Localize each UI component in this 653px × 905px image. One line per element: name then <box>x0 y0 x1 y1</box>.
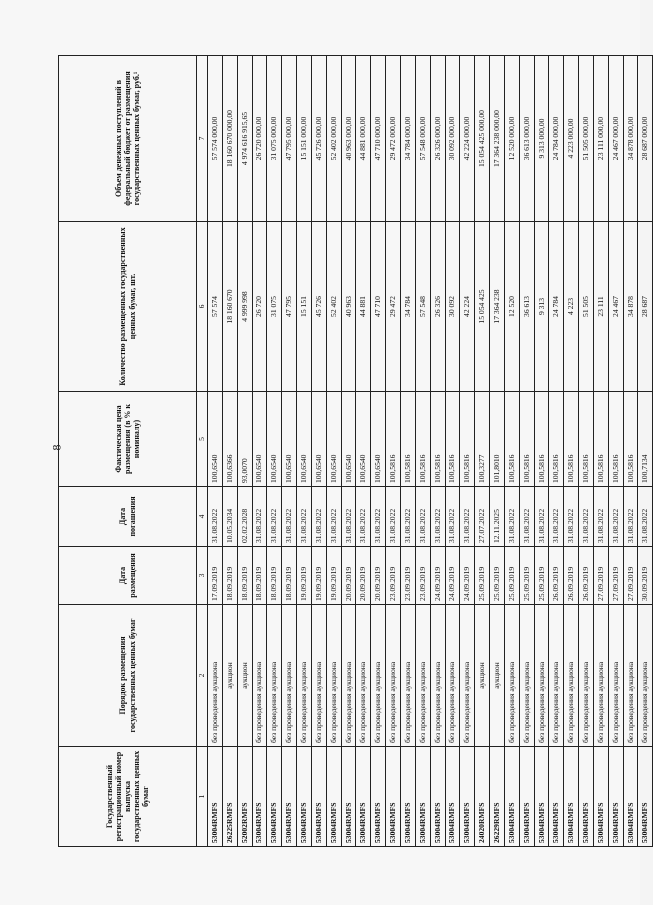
registration-number-cell: 26229RMFS <box>490 747 505 847</box>
placement-price-cell: 100,5816 <box>445 392 460 487</box>
registration-number-cell: 53004RMFS <box>267 747 282 847</box>
placement-method-cell: без проведения аукциона <box>534 605 549 747</box>
registration-number-cell: 53004RMFS <box>252 747 267 847</box>
header-cell: Дата погашения <box>59 487 197 547</box>
table-row <box>430 56 445 847</box>
table-row <box>490 56 505 847</box>
maturity-date-cell: 31.08.2022 <box>460 487 475 547</box>
placement-price-cell: 100,6540 <box>282 392 297 487</box>
column-number: 1 <box>197 747 208 847</box>
proceeds-cell: 4 223 000,00 <box>564 56 579 222</box>
quantity-cell: 47 795 <box>282 222 297 392</box>
placement-price-cell: 100,5816 <box>534 392 549 487</box>
placement-price-cell: 100,3277 <box>475 392 490 487</box>
maturity-date-cell: 31.08.2022 <box>311 487 326 547</box>
registration-number-cell: 53004RMFS <box>519 747 534 847</box>
quantity-cell: 42 224 <box>460 222 475 392</box>
maturity-date-cell: 31.08.2022 <box>534 487 549 547</box>
placement-price-cell: 100,5816 <box>579 392 594 487</box>
placement-method-cell: без проведения аукциона <box>208 605 223 747</box>
placement-date-cell: 26.09.2019 <box>549 547 564 605</box>
quantity-cell: 17 364 238 <box>490 222 505 392</box>
registration-number-cell: 53004RMFS <box>341 747 356 847</box>
table-row <box>475 56 490 847</box>
placement-date-cell: 23.09.2019 <box>386 547 401 605</box>
placement-method-cell: без проведения аукциона <box>371 605 386 747</box>
registration-number-cell: 53004RMFS <box>460 747 475 847</box>
proceeds-cell: 57 574 000,00 <box>208 56 223 222</box>
placement-date-cell: 19.09.2019 <box>311 547 326 605</box>
registration-number-cell: 52002RMFS <box>237 747 252 847</box>
quantity-cell: 15 151 <box>297 222 312 392</box>
registration-number-cell: 53004RMFS <box>297 747 312 847</box>
placement-date-cell: 24.09.2019 <box>460 547 475 605</box>
table-row <box>341 56 356 847</box>
placement-date-cell: 25.09.2019 <box>504 547 519 605</box>
header-cell: Дата размещения <box>59 547 197 605</box>
placement-price-cell: 101,8010 <box>490 392 505 487</box>
placement-method-cell: без проведения аукциона <box>430 605 445 747</box>
registration-number-cell: 53004RMFS <box>593 747 608 847</box>
maturity-date-cell: 31.08.2022 <box>579 487 594 547</box>
placement-price-cell: 100,6540 <box>326 392 341 487</box>
placement-date-cell: 26.09.2019 <box>579 547 594 605</box>
placement-method-cell: без проведения аукциона <box>282 605 297 747</box>
table-row <box>608 56 623 847</box>
placement-method-cell: без проведения аукциона <box>504 605 519 747</box>
placement-price-cell: 100,5816 <box>430 392 445 487</box>
table-row <box>504 56 519 847</box>
table-row <box>460 56 475 847</box>
placement-price-cell: 100,5816 <box>415 392 430 487</box>
placement-date-cell: 24.09.2019 <box>430 547 445 605</box>
quantity-cell: 30 092 <box>445 222 460 392</box>
placement-date-cell: 20.09.2019 <box>341 547 356 605</box>
placement-date-cell: 19.09.2019 <box>297 547 312 605</box>
proceeds-cell: 15 054 425 000,00 <box>475 56 490 222</box>
proceeds-cell: 45 726 000,00 <box>311 56 326 222</box>
placement-method-cell: без проведения аукциона <box>445 605 460 747</box>
quantity-cell: 57 548 <box>415 222 430 392</box>
maturity-date-cell: 31.08.2022 <box>267 487 282 547</box>
registration-number-cell: 53004RMFS <box>356 747 371 847</box>
header-cell: Количество размещенных государственных ценных бумаг, шт. <box>59 222 197 392</box>
proceeds-cell: 47 795 000,00 <box>282 56 297 222</box>
placement-method-cell: аукцион <box>490 605 505 747</box>
maturity-date-cell: 31.08.2022 <box>252 487 267 547</box>
placement-method-cell: без проведения аукциона <box>564 605 579 747</box>
proceeds-cell: 29 472 000,00 <box>386 56 401 222</box>
quantity-cell: 52 402 <box>326 222 341 392</box>
placement-price-cell: 100,5816 <box>564 392 579 487</box>
placement-price-cell: 100,5816 <box>400 392 415 487</box>
placement-price-cell: 100,6540 <box>341 392 356 487</box>
maturity-date-cell: 31.08.2022 <box>623 487 638 547</box>
quantity-cell: 51 505 <box>579 222 594 392</box>
placement-date-cell: 27.09.2019 <box>608 547 623 605</box>
column-number: 6 <box>197 222 208 392</box>
header-cell: Объем денежных поступлений в федеральный бюджет от размещения государственных ценных бумаг, руб.¹ <box>59 56 197 222</box>
registration-number-cell: 53004RMFS <box>579 747 594 847</box>
column-number: 3 <box>197 547 208 605</box>
table-body <box>208 56 653 847</box>
placement-price-cell: 100,6540 <box>267 392 282 487</box>
placement-method-cell: без проведения аукциона <box>519 605 534 747</box>
maturity-date-cell: 31.08.2022 <box>282 487 297 547</box>
proceeds-cell: 26 326 000,00 <box>430 56 445 222</box>
placement-method-cell: без проведения аукциона <box>623 605 638 747</box>
table-row <box>623 56 638 847</box>
quantity-cell: 18 160 670 <box>222 222 237 392</box>
placement-price-cell: 100,5816 <box>504 392 519 487</box>
placement-method-cell: без проведения аукциона <box>341 605 356 747</box>
maturity-date-cell: 31.08.2022 <box>564 487 579 547</box>
proceeds-cell: 12 520 000,00 <box>504 56 519 222</box>
placement-method-cell: без проведения аукциона <box>252 605 267 747</box>
registration-number-cell: 53004RMFS <box>504 747 519 847</box>
placement-price-cell: 100,5816 <box>623 392 638 487</box>
registration-number-cell: 53004RMFS <box>311 747 326 847</box>
maturity-date-cell: 31.08.2022 <box>356 487 371 547</box>
placement-date-cell: 20.09.2019 <box>356 547 371 605</box>
proceeds-cell: 44 881 000,00 <box>356 56 371 222</box>
placement-date-cell: 30.09.2019 <box>638 547 653 605</box>
placement-method-cell: без проведения аукциона <box>400 605 415 747</box>
registration-number-cell: 53004RMFS <box>371 747 386 847</box>
maturity-date-cell: 31.08.2022 <box>430 487 445 547</box>
placement-date-cell: 17.09.2019 <box>208 547 223 605</box>
quantity-cell: 31 075 <box>267 222 282 392</box>
table-row <box>267 56 282 847</box>
quantity-cell: 34 878 <box>623 222 638 392</box>
placement-method-cell: без проведения аукциона <box>356 605 371 747</box>
placement-method-cell: аукцион <box>222 605 237 747</box>
column-number: 5 <box>197 392 208 487</box>
quantity-cell: 24 467 <box>608 222 623 392</box>
quantity-cell: 29 472 <box>386 222 401 392</box>
table-row <box>549 56 564 847</box>
placement-method-cell: аукцион <box>475 605 490 747</box>
maturity-date-cell: 31.08.2022 <box>608 487 623 547</box>
placement-date-cell: 18.09.2019 <box>252 547 267 605</box>
registration-number-cell: 53004RMFS <box>400 747 415 847</box>
placement-method-cell: без проведения аукциона <box>311 605 326 747</box>
placement-price-cell: 100,6366 <box>222 392 237 487</box>
maturity-date-cell: 31.08.2022 <box>519 487 534 547</box>
placement-price-cell: 100,5816 <box>386 392 401 487</box>
proceeds-cell: 57 548 000,00 <box>415 56 430 222</box>
placement-method-cell: без проведения аукциона <box>638 605 653 747</box>
column-number-row <box>197 56 208 847</box>
proceeds-cell: 26 720 000,00 <box>252 56 267 222</box>
quantity-cell: 15 054 425 <box>475 222 490 392</box>
proceeds-cell: 34 878 000,00 <box>623 56 638 222</box>
quantity-cell: 26 720 <box>252 222 267 392</box>
proceeds-cell: 24 784 000,00 <box>549 56 564 222</box>
table-row <box>445 56 460 847</box>
quantity-cell: 4 999 998 <box>237 222 252 392</box>
registration-number-cell: 53004RMFS <box>534 747 549 847</box>
securities-table <box>58 55 653 847</box>
placement-price-cell: 100,6540 <box>208 392 223 487</box>
quantity-cell: 12 520 <box>504 222 519 392</box>
maturity-date-cell: 31.08.2022 <box>445 487 460 547</box>
placement-price-cell: 100,5816 <box>549 392 564 487</box>
placement-date-cell: 26.09.2019 <box>564 547 579 605</box>
maturity-date-cell: 31.08.2022 <box>386 487 401 547</box>
proceeds-cell: 15 151 000,00 <box>297 56 312 222</box>
header-cell: Фактическая цена размещения (в % к номиналу) <box>59 392 197 487</box>
maturity-date-cell: 31.08.2022 <box>297 487 312 547</box>
placement-method-cell: без проведения аукциона <box>593 605 608 747</box>
placement-method-cell: без проведения аукциона <box>415 605 430 747</box>
placement-method-cell: без проведения аукциона <box>460 605 475 747</box>
placement-date-cell: 23.09.2019 <box>400 547 415 605</box>
rotated-table-container <box>58 56 650 847</box>
proceeds-cell: 4 974 616 915,65 <box>237 56 252 222</box>
proceeds-cell: 47 710 000,00 <box>371 56 386 222</box>
maturity-date-cell: 31.08.2022 <box>638 487 653 547</box>
registration-number-cell: 53004RMFS <box>445 747 460 847</box>
table-row <box>579 56 594 847</box>
maturity-date-cell: 31.08.2022 <box>341 487 356 547</box>
placement-date-cell: 25.09.2019 <box>490 547 505 605</box>
placement-method-cell: аукцион <box>237 605 252 747</box>
placement-date-cell: 25.09.2019 <box>534 547 549 605</box>
table-row <box>415 56 430 847</box>
maturity-date-cell: 31.08.2022 <box>504 487 519 547</box>
proceeds-cell: 24 467 000,00 <box>608 56 623 222</box>
placement-price-cell: 100,5816 <box>460 392 475 487</box>
placement-method-cell: без проведения аукциона <box>326 605 341 747</box>
quantity-cell: 34 784 <box>400 222 415 392</box>
registration-number-cell: 53004RMFS <box>326 747 341 847</box>
column-number: 4 <box>197 487 208 547</box>
table-row <box>208 56 223 847</box>
placement-method-cell: без проведения аукциона <box>549 605 564 747</box>
placement-method-cell: без проведения аукциона <box>267 605 282 747</box>
proceeds-cell: 23 111 000,00 <box>593 56 608 222</box>
proceeds-cell: 34 784 000,00 <box>400 56 415 222</box>
placement-date-cell: 18.09.2019 <box>282 547 297 605</box>
quantity-cell: 47 710 <box>371 222 386 392</box>
table-row <box>356 56 371 847</box>
table-row <box>326 56 341 847</box>
proceeds-cell: 52 402 000,00 <box>326 56 341 222</box>
quantity-cell: 28 687 <box>638 222 653 392</box>
maturity-date-cell: 31.08.2022 <box>400 487 415 547</box>
placement-date-cell: 27.09.2019 <box>593 547 608 605</box>
registration-number-cell: 53004RMFS <box>386 747 401 847</box>
proceeds-cell: 17 364 238 000,00 <box>490 56 505 222</box>
quantity-cell: 9 313 <box>534 222 549 392</box>
placement-price-cell: 100,6540 <box>356 392 371 487</box>
proceeds-cell: 36 613 000,00 <box>519 56 534 222</box>
registration-number-cell: 53004RMFS <box>638 747 653 847</box>
maturity-date-cell: 31.08.2022 <box>371 487 386 547</box>
quantity-cell: 4 223 <box>564 222 579 392</box>
proceeds-cell: 40 963 000,00 <box>341 56 356 222</box>
placement-method-cell: без проведения аукциона <box>608 605 623 747</box>
quantity-cell: 24 784 <box>549 222 564 392</box>
registration-number-cell: 53004RMFS <box>608 747 623 847</box>
placement-price-cell: 100,6540 <box>297 392 312 487</box>
maturity-date-cell: 31.08.2022 <box>208 487 223 547</box>
proceeds-cell: 28 687 000,00 <box>638 56 653 222</box>
maturity-date-cell: 31.08.2022 <box>549 487 564 547</box>
registration-number-cell: 53004RMFS <box>564 747 579 847</box>
quantity-cell: 40 963 <box>341 222 356 392</box>
placement-method-cell: без проведения аукциона <box>579 605 594 747</box>
registration-number-cell: 53004RMFS <box>208 747 223 847</box>
maturity-date-cell: 27.07.2022 <box>475 487 490 547</box>
placement-date-cell: 25.09.2019 <box>475 547 490 605</box>
placement-price-cell: 100,5816 <box>519 392 534 487</box>
placement-price-cell: 100,7134 <box>638 392 653 487</box>
placement-price-cell: 100,6540 <box>371 392 386 487</box>
placement-price-cell: 100,6540 <box>252 392 267 487</box>
proceeds-cell: 42 224 000,00 <box>460 56 475 222</box>
column-number: 7 <box>197 56 208 222</box>
placement-date-cell: 18.09.2019 <box>222 547 237 605</box>
quantity-cell: 44 881 <box>356 222 371 392</box>
table-row <box>311 56 326 847</box>
proceeds-cell: 9 313 000,00 <box>534 56 549 222</box>
table-row <box>386 56 401 847</box>
quantity-cell: 36 613 <box>519 222 534 392</box>
registration-number-cell: 53004RMFS <box>549 747 564 847</box>
proceeds-cell: 18 160 670 000,00 <box>222 56 237 222</box>
proceeds-cell: 30 092 000,00 <box>445 56 460 222</box>
placement-date-cell: 19.09.2019 <box>326 547 341 605</box>
maturity-date-cell: 31.08.2022 <box>415 487 430 547</box>
table-row <box>400 56 415 847</box>
registration-number-cell: 53004RMFS <box>282 747 297 847</box>
maturity-date-cell: 12.11.2025 <box>490 487 505 547</box>
quantity-cell: 45 726 <box>311 222 326 392</box>
maturity-date-cell: 10.05.2034 <box>222 487 237 547</box>
quantity-cell: 57 574 <box>208 222 223 392</box>
maturity-date-cell: 02.02.2028 <box>237 487 252 547</box>
placement-date-cell: 20.09.2019 <box>371 547 386 605</box>
table-row <box>297 56 312 847</box>
registration-number-cell: 53004RMFS <box>430 747 445 847</box>
table-header-row <box>59 56 197 847</box>
table-row <box>534 56 549 847</box>
header-cell: Государственный регистрационный номер выпуска государственных ценных бумаг <box>59 747 197 847</box>
registration-number-cell: 24020RMFS <box>475 747 490 847</box>
header-cell: Порядок размещения государственных ценных бумаг <box>59 605 197 747</box>
placement-method-cell: без проведения аукциона <box>297 605 312 747</box>
registration-number-cell: 53004RMFS <box>623 747 638 847</box>
table-row <box>222 56 237 847</box>
column-number: 2 <box>197 605 208 747</box>
placement-price-cell: 100,5816 <box>608 392 623 487</box>
placement-price-cell: 93,0070 <box>237 392 252 487</box>
table-row <box>252 56 267 847</box>
table-row <box>371 56 386 847</box>
quantity-cell: 26 326 <box>430 222 445 392</box>
placement-date-cell: 18.09.2019 <box>267 547 282 605</box>
maturity-date-cell: 31.08.2022 <box>593 487 608 547</box>
placement-method-cell: без проведения аукциона <box>386 605 401 747</box>
quantity-cell: 23 111 <box>593 222 608 392</box>
registration-number-cell: 53004RMFS <box>415 747 430 847</box>
placement-price-cell: 100,6540 <box>311 392 326 487</box>
placement-date-cell: 24.09.2019 <box>445 547 460 605</box>
table-row <box>593 56 608 847</box>
maturity-date-cell: 31.08.2022 <box>326 487 341 547</box>
table-row <box>564 56 579 847</box>
placement-date-cell: 27.09.2019 <box>623 547 638 605</box>
table-row <box>638 56 653 847</box>
proceeds-cell: 51 505 000,00 <box>579 56 594 222</box>
proceeds-cell: 31 075 000,00 <box>267 56 282 222</box>
table-row <box>237 56 252 847</box>
table-row <box>519 56 534 847</box>
placement-date-cell: 23.09.2019 <box>415 547 430 605</box>
page-number: 8 <box>49 444 64 451</box>
placement-date-cell: 25.09.2019 <box>519 547 534 605</box>
table-row <box>282 56 297 847</box>
placement-date-cell: 18.09.2019 <box>237 547 252 605</box>
registration-number-cell: 26225RMFS <box>222 747 237 847</box>
placement-price-cell: 100,5816 <box>593 392 608 487</box>
